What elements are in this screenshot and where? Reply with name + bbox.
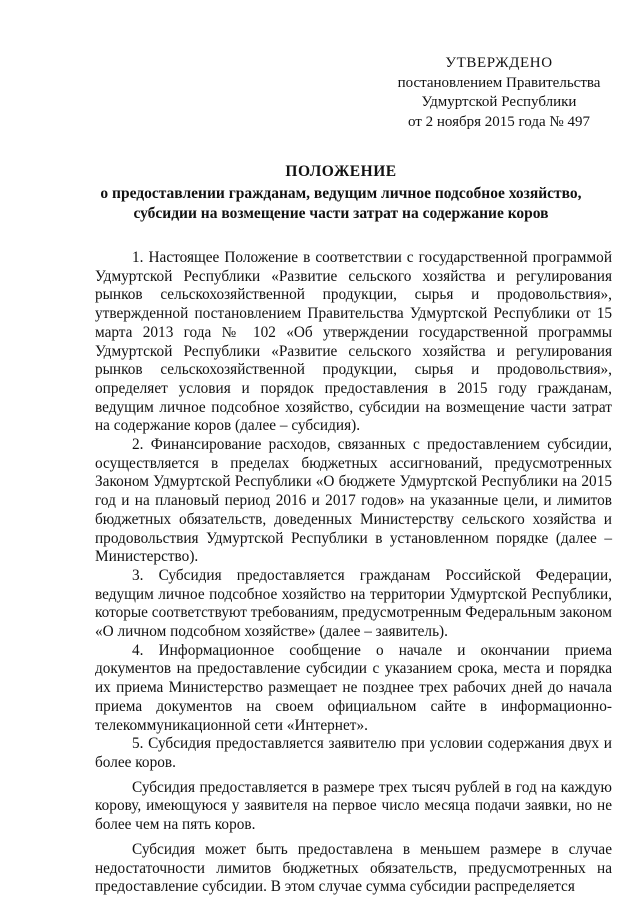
title-main: ПОЛОЖЕНИЕ: [285, 163, 397, 180]
paragraph-5: 5. Субсидия предоставляется заявителю при условии содержания двух и более коров.: [95, 735, 612, 771]
title-line-2: о предоставлении гражданам, ведущим личное подсобное хозяйство,: [100, 185, 582, 202]
document-body: [95, 249, 612, 897]
approval-date-number: от 2 ноября 2015 года № 497: [408, 113, 590, 130]
approval-block: [385, 54, 613, 132]
document-title: [96, 162, 586, 224]
paragraph-7: Субсидия может быть предоставлена в меньшем размере в случае недостаточности лимитов бюджетных обязательств, предусмотренных на предоставление субсидии. В этом случае сумма субсидии распределяется: [95, 840, 612, 896]
paragraph-6: Субсидия предоставляется в размере трех тысяч рублей в год на каждую корову, имеющуюся у заявителя на первое число месяца подачи заявки, но не более чем на пять коров.: [95, 778, 612, 834]
approval-region: Удмуртской Республики: [421, 94, 577, 110]
paragraph-2: 2. Финансирование расходов, связанных с предоставлением субсидии, осуществляется в пределах бюджетных ассигнований, предусмотренных Законом Удмуртской Республики «О бюджете Удмуртской Республики на 2015 год и на плановый период 2016 и 2017 годов» на указанные цели, и лимитов бюджетных обязательств, доведенных Министерству сельского хозяйства и продовольствия Удмуртской Республики в установленном порядке (далее – Министерство).: [95, 436, 612, 566]
approval-stamp: УТВЕРЖДЕНО: [445, 55, 553, 71]
approval-issuer: постановлением Правительства: [397, 74, 601, 91]
title-line-3: субсидии на возмещение части затрат на содержание коров: [133, 205, 549, 222]
paragraph-1: 1. Настоящее Положение в соответствии с государственной программой Удмуртской Республики «Развитие сельского хозяйства и регулирования рынков сельскохозяйственной продукции, сырья и продовольствия», утвержденной постановлением Правительства Удмуртской Республики от 15 марта 2013 года № 102 «Об утверждении государственной программы Удмуртской Республики «Развитие сельского хозяйства и регулирования рынков сельскохозяйственной продукции, сырья и продовольствия», определяет условия и порядок предоставления в 2015 году гражданам, ведущим личное подсобное хозяйство, субсидии на возмещение части затрат на содержание коров (далее – субсидия).: [95, 249, 612, 435]
paragraph-4: 4. Информационное сообщение о начале и окончании приема документов на предоставление субсидии с указанием срока, места и порядка их приема Министерство размещает не позднее трех рабочих дней до начала приема документов на своем официальном сайте в информационно-телекоммуникационной сети «Интернет».: [95, 641, 612, 734]
paragraph-3: 3. Субсидия предоставляется гражданам Российской Федерации, ведущим личное подсобное хозяйство на территории Удмуртской Республики, которые соответствуют требованиям, предусмотренным Федеральным законом «О личном подсобном хозяйстве» (далее – заявитель).: [95, 566, 612, 641]
